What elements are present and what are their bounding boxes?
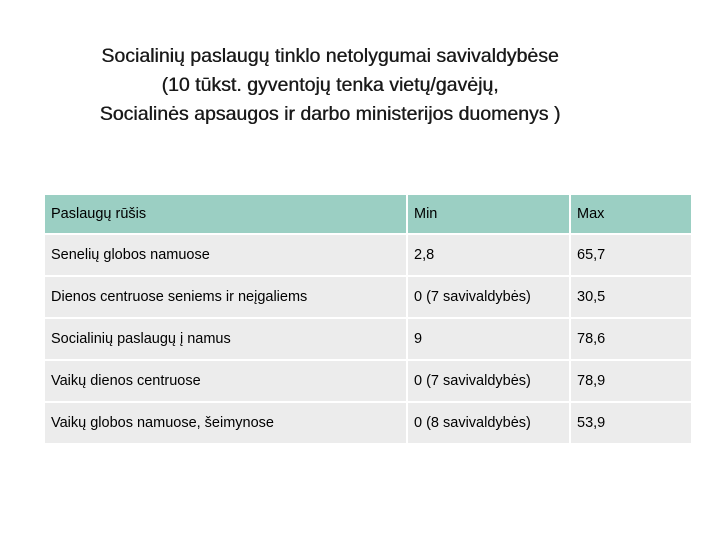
- cell-min: 2,8: [407, 234, 570, 276]
- title-line-3: Socialinės apsaugos ir darbo ministerijos duomenys ): [99, 103, 561, 125]
- title-line-2: (10 tūkst. gyventojų tenka vietų/gavėjų,: [161, 74, 499, 96]
- header-min: Min: [407, 194, 570, 234]
- cell-max: 53,9: [570, 402, 692, 444]
- table-header-row: [44, 194, 692, 234]
- slide-title: [20, 42, 640, 129]
- cell-service: Vaikų dienos centruose: [44, 360, 407, 402]
- cell-service: Senelių globos namuose: [44, 234, 407, 276]
- table-row: [44, 318, 692, 360]
- cell-min: 0 (7 savivaldybės): [407, 276, 570, 318]
- table-row: [44, 360, 692, 402]
- cell-min: 0 (8 savivaldybės): [407, 402, 570, 444]
- cell-min: 9: [407, 318, 570, 360]
- header-max: Max: [570, 194, 692, 234]
- cell-service: Socialinių paslaugų į namus: [44, 318, 407, 360]
- table-row: [44, 402, 692, 444]
- cell-service: Dienos centruose seniems ir neįgaliems: [44, 276, 407, 318]
- table-row: [44, 234, 692, 276]
- cell-service: Vaikų globos namuose, šeimynose: [44, 402, 407, 444]
- cell-min: 0 (7 savivaldybės): [407, 360, 570, 402]
- cell-max: 78,9: [570, 360, 692, 402]
- table-row: [44, 276, 692, 318]
- cell-max: 30,5: [570, 276, 692, 318]
- header-service-type: Paslaugų rūšis: [44, 194, 407, 234]
- title-line-1: Socialinių paslaugų tinklo netolygumai savivaldybėse: [101, 45, 559, 67]
- services-table: [43, 193, 693, 445]
- cell-max: 65,7: [570, 234, 692, 276]
- cell-max: 78,6: [570, 318, 692, 360]
